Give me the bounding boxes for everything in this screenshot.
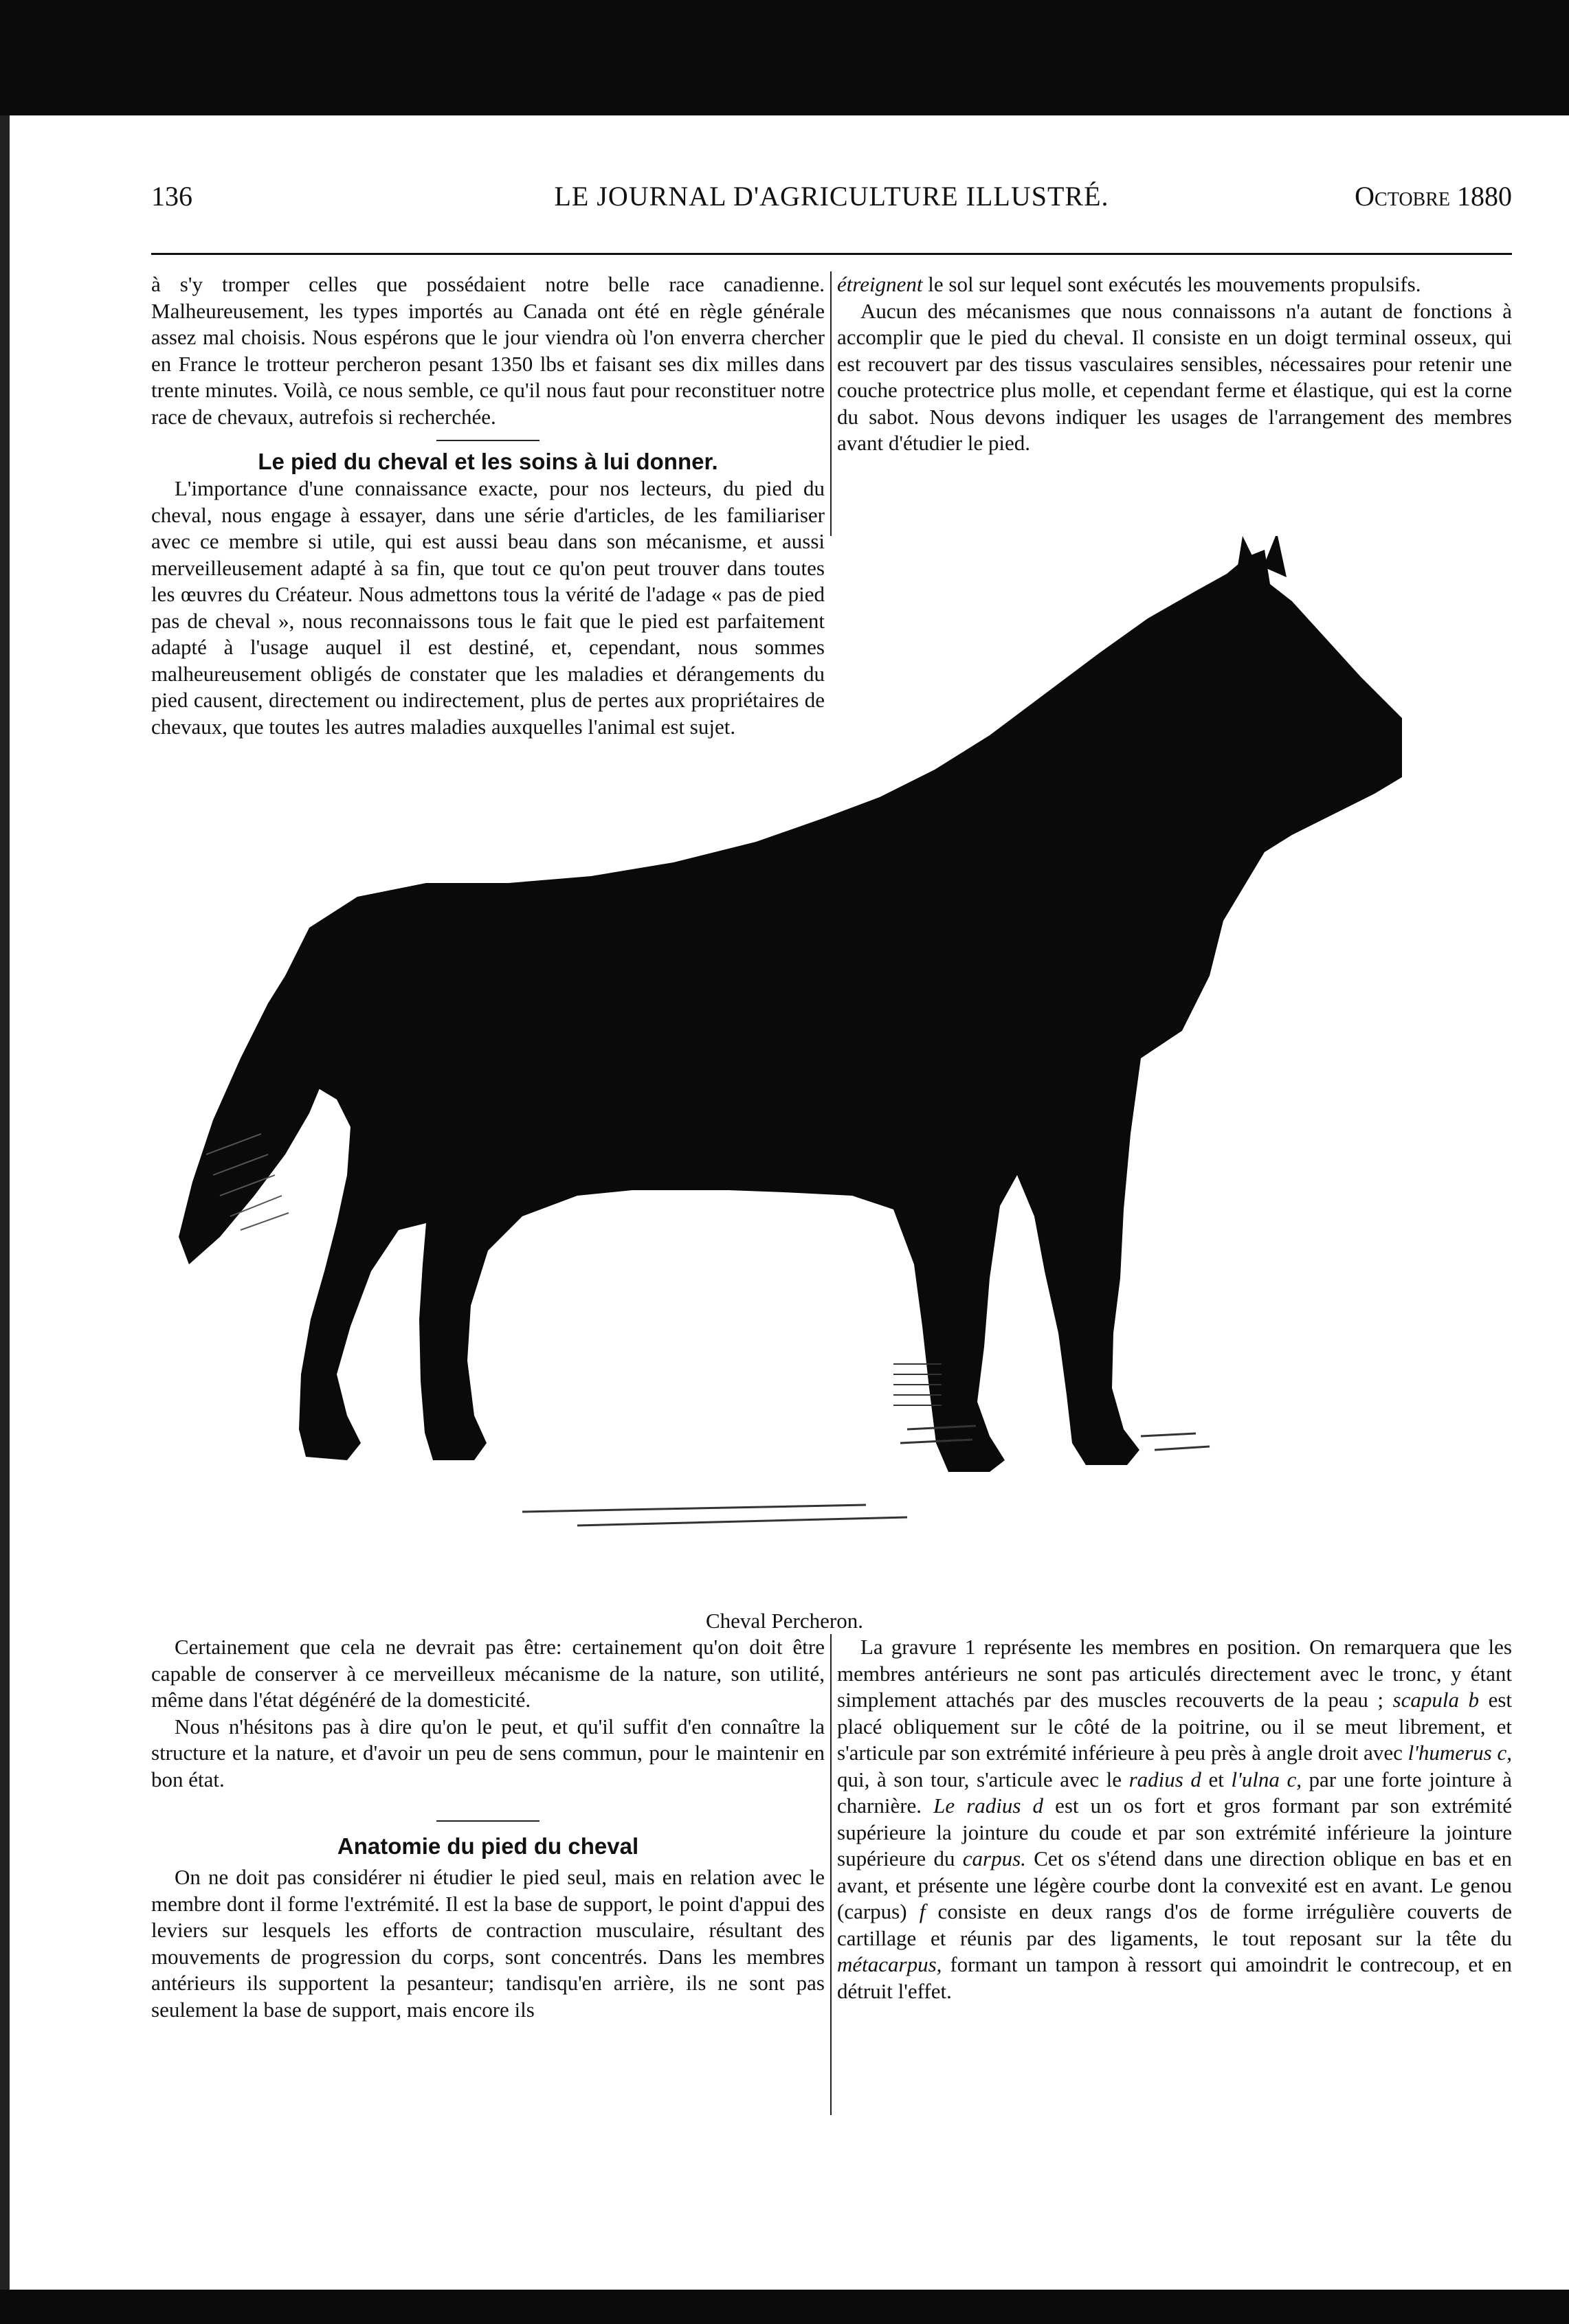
scan-top-border [0, 0, 1569, 115]
journal-title: LE JOURNAL D'AGRICULTURE ILLUSTRÉ. [554, 181, 1109, 212]
paragraph: L'importance d'une connaissance exacte, pour nos lecteurs, du pied du cheval, nous engage à essayer, dans une série d'articles, de les familiariser avec ce membre si utile, qui est aussi beau dans son mécanisme, et aussi merveilleusement adapté à sa fin, que tout ce qu'on peut trouver dans toutes les œuvres du Créateur. Nous admettons tous la vérité de l'adage « pas de pied pas de cheval », nous reconnaissons tous le fait que le pied est parfaitement adapté à l'usage auquel il est destiné, et, cependant, nous sommes malheureusement obligés de constater que les maladies et dérangements du pied causent, directement ou indirectement, plus de pertes aux propriétaires de chevaux, que toutes les autres maladies auxquelles l'animal est sujet. [151, 476, 825, 739]
horse-illustration [165, 536, 1402, 1608]
header-rule [151, 253, 1512, 255]
column-bottom-right [837, 1634, 1512, 2004]
paragraph: Nous n'hésitons pas à dire qu'on le peut, et qu'il suffit d'en connaître la structure et la nature, et d'avoir un peu de sens commun, pour le maintenir en bon état. [151, 1714, 825, 1791]
page-header [151, 180, 1512, 221]
section-divider [436, 440, 539, 441]
italic-text: étreignent [837, 272, 923, 296]
section-divider [436, 1820, 539, 1822]
section-heading: Anatomie du pied du cheval [337, 1833, 639, 1859]
issue-date: Octobre 1880 [1355, 181, 1512, 212]
scan-left-edge [0, 115, 10, 2290]
paragraph: La gravure 1 représente les membres en position. On remarquera que les membres antérieurs ne sont pas articulés directement avec le tronc, y étant simplement attachés par des muscles recouverts de la peau ; scapula b est placé obliquement sur le côté de la poitrine, ou il se meut librement, et s'articule par son extrémité inférieure à peu près à angle droit avec l'humerus c, qui, à son tour, s'articule avec le radius d et l'ulna c, par une forte jointure à charnière. Le radius d est un os fort et gros formant par son extrémité supérieure la jointure du coude et par son extrémité inférieure la jointure supérieure du carpus. Cet os s'étend dans une direction oblique en bas et en avant, et présente une légère courbe dont la convexité est en avant. Le genou (carpus) f consiste en deux rangs d'os de forme irrégulière couverts de cartillage et réunis par des ligaments, le tout reposant sur la tête du métacarpus, formant un tampon à ressort qui amoindrit le contrecoup, et en détruit l'effet. [837, 1635, 1513, 2003]
paragraph: le sol sur lequel sont exécutés les mouvements propulsifs. [922, 272, 1421, 296]
column-rule-top [830, 271, 832, 536]
column-top-right [837, 271, 1512, 457]
paragraph: à s'y tromper celles que possédaient notre belle race canadienne. Malheureusement, les types importés au Canada ont été en règle générale assez mal choisis. Nous espérons que le jour viendra où l'on enverra chercher en France le trotteur percheron pesant 1350 lbs et faisant ses dix milles dans trente minutes. Voilà, ce nous semble, ce qu'il nous faut pour reconstituer notre race de chevaux, autrefois si recherchée. [151, 272, 825, 429]
page-number: 136 [151, 181, 192, 212]
scan-bottom-border [0, 2290, 1569, 2324]
illustration-caption: Cheval Percheron. [706, 1609, 863, 1633]
column-bottom-left [151, 1634, 825, 2023]
section-heading: Le pied du cheval et les soins à lui donner. [258, 449, 718, 474]
horse-body-silhouette [282, 550, 1402, 1472]
paragraph: On ne doit pas considérer ni étudier le pied seul, mais en relation avec le membre dont il forme l'extrémité. Il est la base de support, le point d'appui des leviers sur lesquels les efforts de contraction musculaire, résultant des mouvements de progression du corps, sont concentrés. Dans les membres antérieurs ils supportent la pesanteur; tandisqu'en arrière, ils ne sont pas seulement la base de support, mais encore ils [151, 1865, 825, 2022]
paragraph: Certainement que cela ne devrait pas être: certainement qu'on doit être capable de conserver à ce merveilleux mécanisme de la nature, son utilité, même dans l'état dégénéré de la domesticité. [151, 1635, 825, 1712]
paragraph: Aucun des mécanismes que nous connaissons n'a autant de fonctions à accomplir que le pied du cheval. Il consiste en un doigt terminal osseux, qui est recouvert par des tissus vasculaires sensibles, nécessaires pour retenir une couche protectrice plus molle, et cependant ferme et élastique, qui est la corne du sabot. Nous devons indiquer les usages de l'arrangement des membres avant d'étudier le pied. [837, 298, 1512, 455]
horse-tail [179, 921, 337, 1264]
column-rule-bottom [830, 1634, 832, 2115]
